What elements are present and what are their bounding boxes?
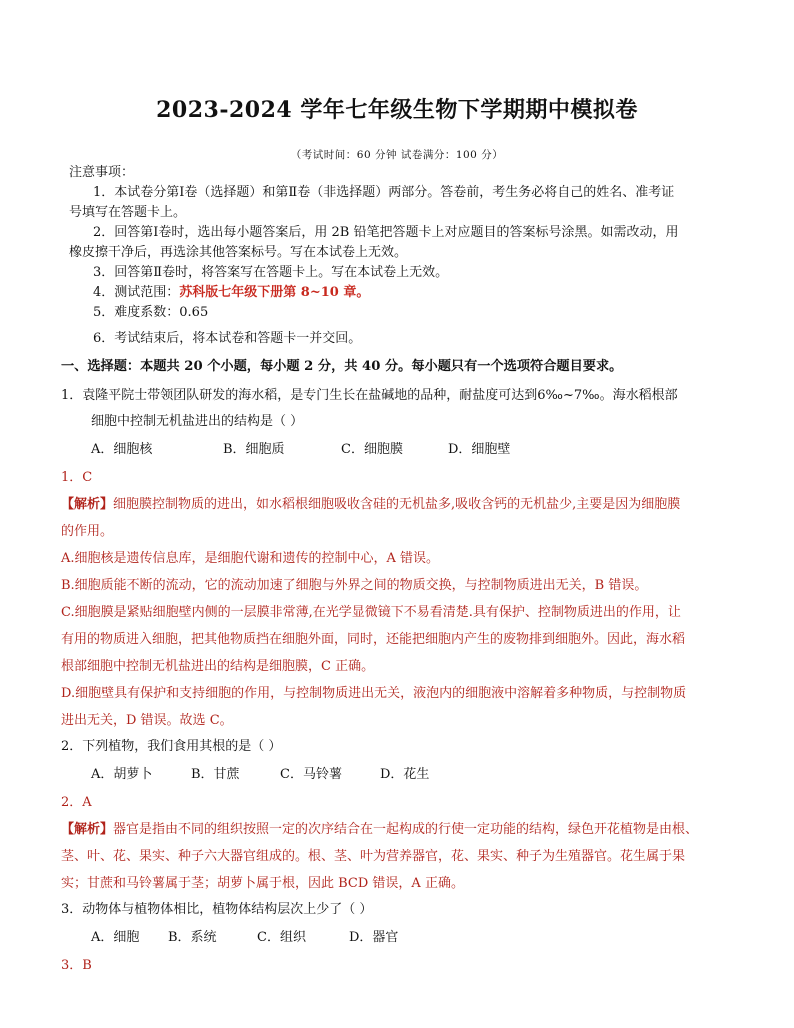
option-c: C．组织 (257, 930, 306, 945)
analysis-line: C.细胞膜是紧贴细胞壁内侧的一层膜非常薄,在光学显微镜下不易看清楚.具有保护、控制物质进出的作用，让 (61, 605, 681, 620)
option-d: D．花生 (380, 767, 430, 782)
note-range (69, 283, 734, 303)
analysis-line: 有用的物质进入细胞，把其他物质挡在细胞外面，同时，还能把细胞内产生的废物排到细胞外。因此，海水稻 (61, 632, 686, 647)
note-line: 号填写在答题卡上。 (69, 205, 187, 220)
question-options (69, 923, 734, 953)
analysis-tag: 【解析】 (61, 822, 114, 837)
question-options (69, 760, 734, 790)
analysis-line: 进出无关，D 错误。故选 C。 (61, 713, 233, 728)
answer: 2．A (61, 795, 92, 810)
exam-content (61, 163, 734, 979)
question-stem: 1．袁隆平院士带领团队研发的海水稻，是专门生长在盐碱地的品种，耐盐度可达到6‰~7‰。海水稻根部 (61, 388, 678, 403)
analysis-line: 的作用。 (61, 524, 114, 539)
option-d: D．器官 (349, 930, 399, 945)
analysis-tag: 【解析】 (61, 497, 114, 512)
option-a: A．细胞核 (91, 442, 153, 457)
option-b: B．甘蔗 (191, 767, 240, 782)
analysis-line: D.细胞壁具有保护和支持细胞的作用，与控制物质进出无关，液泡内的细胞液中溶解着多种物质，与控制物质 (61, 686, 687, 701)
exam-title: 2023-2024 学年七年级生物下学期期中模拟卷 (156, 97, 638, 123)
answer: 3．B (61, 958, 92, 973)
answer: 1．C (61, 470, 93, 485)
note-line: 3．回答第Ⅱ卷时，将答案写在答题卡上。写在本试卷上无效。 (93, 265, 449, 280)
analysis-line (61, 816, 734, 843)
question-stem: 2．下列植物，我们食用其根的是（ ） (61, 739, 282, 754)
note-difficulty: 5．难度系数：0.65 (93, 305, 209, 320)
note-line: 6．考试结束后，将本试卷和答题卡一并交回。 (93, 331, 362, 346)
section-title: 一、选择题：本题共 20 个小题，每小题 2 分，共 40 分。每小题只有一个选项符合题目要求。 (61, 359, 623, 374)
analysis-line (61, 491, 734, 518)
note-line: 橡皮擦干净后，再选涂其他答案标号。写在本试卷上无效。 (69, 245, 408, 260)
notes-header: 注意事项： (69, 165, 135, 180)
option-a: A．胡萝卜 (91, 767, 153, 782)
question-stem: 细胞中控制无机盐进出的结构是（ ） (91, 414, 304, 429)
analysis-text: 细胞膜控制物质的进出，如水稻根细胞吸收含硅的无机盐多,吸收含钙的无机盐少,主要是因为细胞膜 (113, 497, 681, 512)
question-stem: 3．动物体与植物体相比，植物体结构层次上少了（ ） (61, 902, 373, 917)
note-range-value: 苏科版七年级下册第 8~10 章。 (179, 285, 370, 300)
note-line: 2．回答第Ⅰ卷时，选出每小题答案后，用 2B 铅笔把答题卡上对应题目的答案标号涂黑。如需改动，用 (93, 225, 679, 240)
note-range-prefix: 4．测试范围： (93, 285, 180, 300)
analysis-line: 实；甘蔗和马铃薯属于茎；胡萝卜属于根，因此 BCD 错误，A 正确。 (61, 876, 464, 891)
exam-subtitle: （考试时间：60 分钟 试卷满分：100 分） (290, 149, 504, 161)
analysis-line: 根部细胞中控制无机盐进出的结构是细胞膜，C 正确。 (61, 659, 375, 674)
analysis-line: A.细胞核是遗传信息库，是细胞代谢和遗传的控制中心，A 错误。 (61, 551, 440, 566)
note-line: 1．本试卷分第Ⅰ卷（选择题）和第Ⅱ卷（非选择题）两部分。答卷前，考生务必将自己的姓名、准考证 (93, 185, 675, 200)
option-b: B．系统 (168, 930, 217, 945)
option-d: D．细胞壁 (448, 442, 511, 457)
option-c: C．细胞膜 (341, 442, 403, 457)
analysis-text: 器官是指由不同的组织按照一定的次序结合在一起构成的行使一定功能的结构，绿色开花植物是由根、 (113, 822, 699, 837)
option-b: B．细胞质 (223, 442, 285, 457)
option-c: C．马铃薯 (280, 767, 342, 782)
analysis-line: 茎、叶、花、果实、种子六大器官组成的。根、茎、叶为营养器官，花、果实、种子为生殖器官。花生属于果 (61, 849, 686, 864)
question-options (69, 435, 734, 465)
analysis-line: B.细胞质能不断的流动，它的流动加速了细胞与外界之间的物质交换，与控制物质进出无关，B 错误。 (61, 578, 648, 593)
option-a: A．细胞 (91, 930, 140, 945)
